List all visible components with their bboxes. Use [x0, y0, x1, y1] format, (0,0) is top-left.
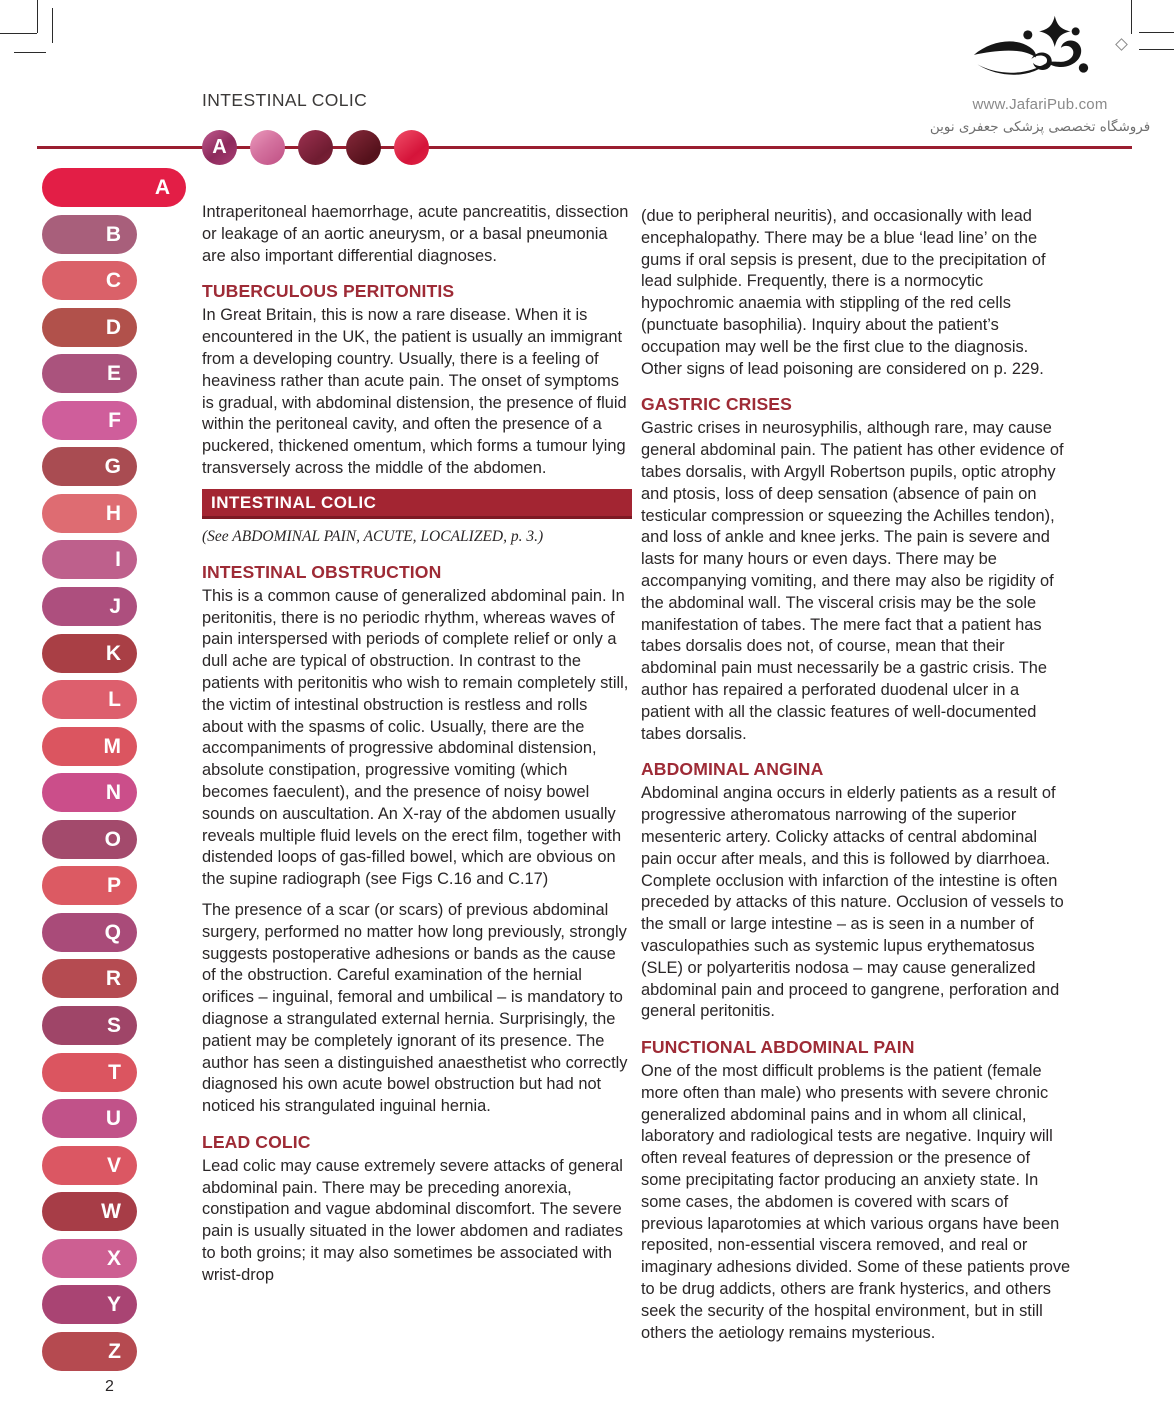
- sidebar-letter-t[interactable]: [42, 1053, 137, 1092]
- sidebar-letter-v[interactable]: [42, 1146, 137, 1185]
- crop-mark: [0, 33, 37, 34]
- paragraph: Lead colic may cause extremely severe attacks of general abdominal pain. There may be preceding anorexia, constipation and vague abdominal discomfort. The severe pain is usually situated in the lower abdomen and radiates to both groins; it may also sometimes be associated with wrist-drop: [202, 1156, 623, 1284]
- sidebar-letter-a[interactable]: [42, 168, 186, 207]
- sidebar-letter-g[interactable]: [42, 447, 137, 486]
- sidebar-letter-o[interactable]: [42, 820, 137, 859]
- sidebar-letter-label: E: [106, 362, 121, 386]
- sidebar-letter-label: G: [104, 455, 121, 479]
- sidebar-letter-label: N: [105, 781, 121, 805]
- paragraph: This is a common cause of generalized abdominal pain. In peritonitis, there is no periodic rhythm, whereas waves of pain interspersed with periods of complete relief or only a dull ache are typical of obstruction. In contrast to the patients with peritonitis who wish to remain completely still, the victim of intestinal obstruction is restless and rolls about with the spasms of colic. Usually, there are the accompaniments of progressive abdominal distension, absolute constipation, progressive vomiting (which becomes faeculent), and the presence of noisy bowel sounds on auscultation. An X-ray of the abdomen usually reveals multiple fluid levels on the erect film, together with distended loops of gas-filled bowel, which are obvious on the supine radiograph (see Figs C.16 and C.17): [202, 586, 629, 889]
- section-circle: [346, 130, 381, 165]
- sidebar-letter-label: V: [106, 1153, 121, 1177]
- publisher-tagline: فروشگاه تخصصی پزشکی جعفری نوین: [929, 119, 1151, 135]
- sidebar-letter-h[interactable]: [42, 494, 137, 533]
- sidebar-letter-y[interactable]: [42, 1285, 137, 1324]
- section-heading-abdominal-angina: ABDOMINAL ANGINA: [641, 759, 824, 780]
- sidebar-letter-label: K: [105, 641, 121, 665]
- section-heading-lead-colic: LEAD COLIC: [202, 1131, 311, 1152]
- sidebar-letter-b[interactable]: [42, 215, 137, 254]
- sidebar-letter-label: J: [109, 595, 121, 618]
- section-circle-a: [202, 130, 237, 165]
- crop-mark: [14, 52, 46, 53]
- sidebar-letter-s[interactable]: [42, 1006, 137, 1045]
- page-number: 2: [105, 1378, 114, 1395]
- paragraph: One of the most difficult problems is the patient (female more often than male) who presents with severe chronic generalized abdominal pains and in whom all clinical, laboratory and radiological tests are negative. Inquiry will often reveal features of depression or the presence of some precipitating factor producing an anxiety state. In some cases, the abdomen is covered with scars of previous laparotomies at which various organs have been reposited, non-essential viscera removed, and real or imaginary adhesions divided. Some of these patients prove to be drug addicts, others are frank hysterics, and others seek the security of the hospital environment, but in still others the aetiology remains mysterious.: [641, 1062, 1071, 1342]
- sidebar-letter-label: R: [105, 967, 121, 991]
- sidebar-letter-label: D: [105, 315, 121, 339]
- sidebar-letter-label: H: [105, 501, 121, 525]
- paragraph: Gastric crises in neurosyphilis, although rare, may cause general abdominal pain. The patient has other evidence of tabes dorsalis, with Argyll Robertson pupils, optic atrophy and ptosis, loss of deep sensation (absence of pain on testicular compression or squeezing the Achilles tendon), and loss of ankle and knee jerks. The pain is severe and lasts for many hours or even days. There may be accompanying vomiting, and there may also be rigidity of the abdominal wall. The visceral crisis may be the sole manifestation of tabes. The mere fact that a patient has tabes dorsalis does not, of course, mean that their abdominal pain must necessarily be a gastric crisis. The author has repaired a perforated duodenal ulcer in a patient with all the classic features of well-documented tabes dorsalis.: [641, 419, 1064, 743]
- sidebar-letter-label: Y: [106, 1293, 121, 1317]
- sidebar-letter-e[interactable]: [42, 354, 137, 393]
- sidebar-letter-label: I: [115, 548, 121, 572]
- sidebar-letter-label: U: [105, 1107, 121, 1130]
- section-circle: [250, 130, 285, 165]
- sidebar-letter-z[interactable]: [42, 1332, 137, 1371]
- paragraph: In Great Britain, this is now a rare disease. When it is encountered in the UK, the patient is usually an immigrant from a developing country. Usually, there is a feeling of heaviness rather than acute pain. The onset of symptoms is gradual, with abdominal distension, the presence of fluid within the peritoneal cavity, and often the presence of a puckered, thickened omentum, which forms a tumour lying transversely across the middle of the abdomen.: [202, 306, 627, 477]
- sidebar-letter-w[interactable]: [42, 1192, 137, 1231]
- section-heading-tuberculous-peritonitis: TUBERCULOUS PERITONITIS: [202, 281, 455, 302]
- sidebar-letter-label: O: [104, 827, 121, 851]
- sidebar-letter-label: C: [105, 269, 121, 293]
- crop-mark: [37, 0, 38, 33]
- paragraph: Abdominal angina occurs in elderly patients as a result of progressive atheromatous narrowing of the superior mesenteric artery. Colicky attacks of central abdominal pain occur after meals, and this is followed by diarrhoea. Complete occlusion with infarction of the intestine is often preceded by attacks of this nature. Occlusion of vessels to the small or large intestine – as is seen in a number of vasculopathies such as systemic lupus erythematosus (SLE) or polyarteritis nodosa – may cause generalized abdominal pain and proceed to gangrene, perforation and general peritonitis.: [641, 784, 1064, 1021]
- sidebar-letter-x[interactable]: [42, 1239, 137, 1278]
- sidebar-letter-label: T: [108, 1060, 121, 1084]
- sidebar-letter-u[interactable]: [42, 1099, 137, 1138]
- sidebar-letter-label: Q: [104, 920, 121, 944]
- sidebar-letter-label: W: [101, 1200, 121, 1224]
- sidebar-letter-label: X: [106, 1246, 121, 1270]
- left-column: [202, 202, 632, 1296]
- section-heading-gastric-crises: GASTRIC CRISES: [641, 394, 792, 415]
- sidebar-letter-m[interactable]: [42, 727, 137, 766]
- sidebar-letter-label: S: [106, 1013, 121, 1037]
- publisher-website: www.JafariPub.com: [972, 96, 1108, 113]
- section-circle-label: A: [212, 136, 227, 158]
- sidebar-letter-label: B: [105, 222, 121, 246]
- sidebar-letter-f[interactable]: [42, 401, 137, 440]
- cross-reference-note: (See ABDOMINAL PAIN, ACUTE, LOCALIZED, p. 3.): [202, 527, 544, 545]
- sidebar-letter-i[interactable]: [42, 540, 137, 579]
- section-heading-intestinal-obstruction: INTESTINAL OBSTRUCTION: [202, 561, 442, 582]
- paragraph: (due to peripheral neuritis), and occasionally with lead encephalopathy. There may be a blue ‘lead line’ on the gums if oral sepsis is present, due to the precipitation of lead sulphide. Frequently, there is a normocytic hypochromic anaemia with stippling of the red cells (punctuate basophilia). Inquiry about the patient’s occupation may well be the first clue to the diagnosis. Other signs of lead poisoning are considered on p. 229.: [641, 207, 1046, 378]
- sidebar-letter-label: A: [154, 176, 170, 199]
- persian-calligraphy-logo-icon: [965, 14, 1115, 94]
- sidebar-letter-label: F: [108, 408, 121, 432]
- sidebar-letter-label: M: [103, 734, 121, 758]
- sidebar-letter-label: P: [106, 874, 121, 898]
- sidebar-letter-label: Z: [108, 1339, 121, 1363]
- section-circle: [298, 130, 333, 165]
- sidebar-letter-p[interactable]: [42, 866, 137, 905]
- paragraph: The presence of a scar (or scars) of previous abdominal surgery, performed no matter how long previously, strongly suggests postoperative adhesions or bands as the cause of the obstruction. Careful examination of the hernial orifices – inguinal, femoral and umbilical – is mandatory to diagnose a strangulated external hernia. Surprisingly, the patient may be completely ignorant of its presence. The author has seen a distinguished anaesthetist who correctly diagnosed his own acute bowel obstruction but had not noticed his strangulated inguinal hernia.: [202, 900, 628, 1116]
- sidebar-letter-r[interactable]: [42, 959, 137, 998]
- sidebar-letter-n[interactable]: [42, 773, 137, 812]
- chapter-banner-intestinal-colic: INTESTINAL COLIC: [202, 489, 632, 519]
- crop-mark: [52, 8, 53, 43]
- right-column: [641, 206, 1071, 1353]
- publisher-brand: [925, 14, 1155, 135]
- sidebar-letter-k[interactable]: [42, 634, 137, 673]
- sidebar-letter-label: L: [108, 688, 121, 712]
- sidebar-letter-l[interactable]: [42, 680, 137, 719]
- sidebar-letter-c[interactable]: [42, 261, 137, 300]
- section-heading-functional-abdominal-pain: FUNCTIONAL ABDOMINAL PAIN: [641, 1037, 915, 1058]
- paragraph: Intraperitoneal haemorrhage, acute pancreatitis, dissection or leakage of an aortic aneurysm, or a basal pneumonia are also important differential diagnoses.: [202, 203, 629, 265]
- sidebar-letter-d[interactable]: [42, 308, 137, 347]
- page-title: INTESTINAL COLIC: [202, 90, 368, 110]
- section-circle: [394, 130, 429, 165]
- sidebar-letter-q[interactable]: [42, 913, 137, 952]
- sidebar-letter-j[interactable]: [42, 587, 137, 626]
